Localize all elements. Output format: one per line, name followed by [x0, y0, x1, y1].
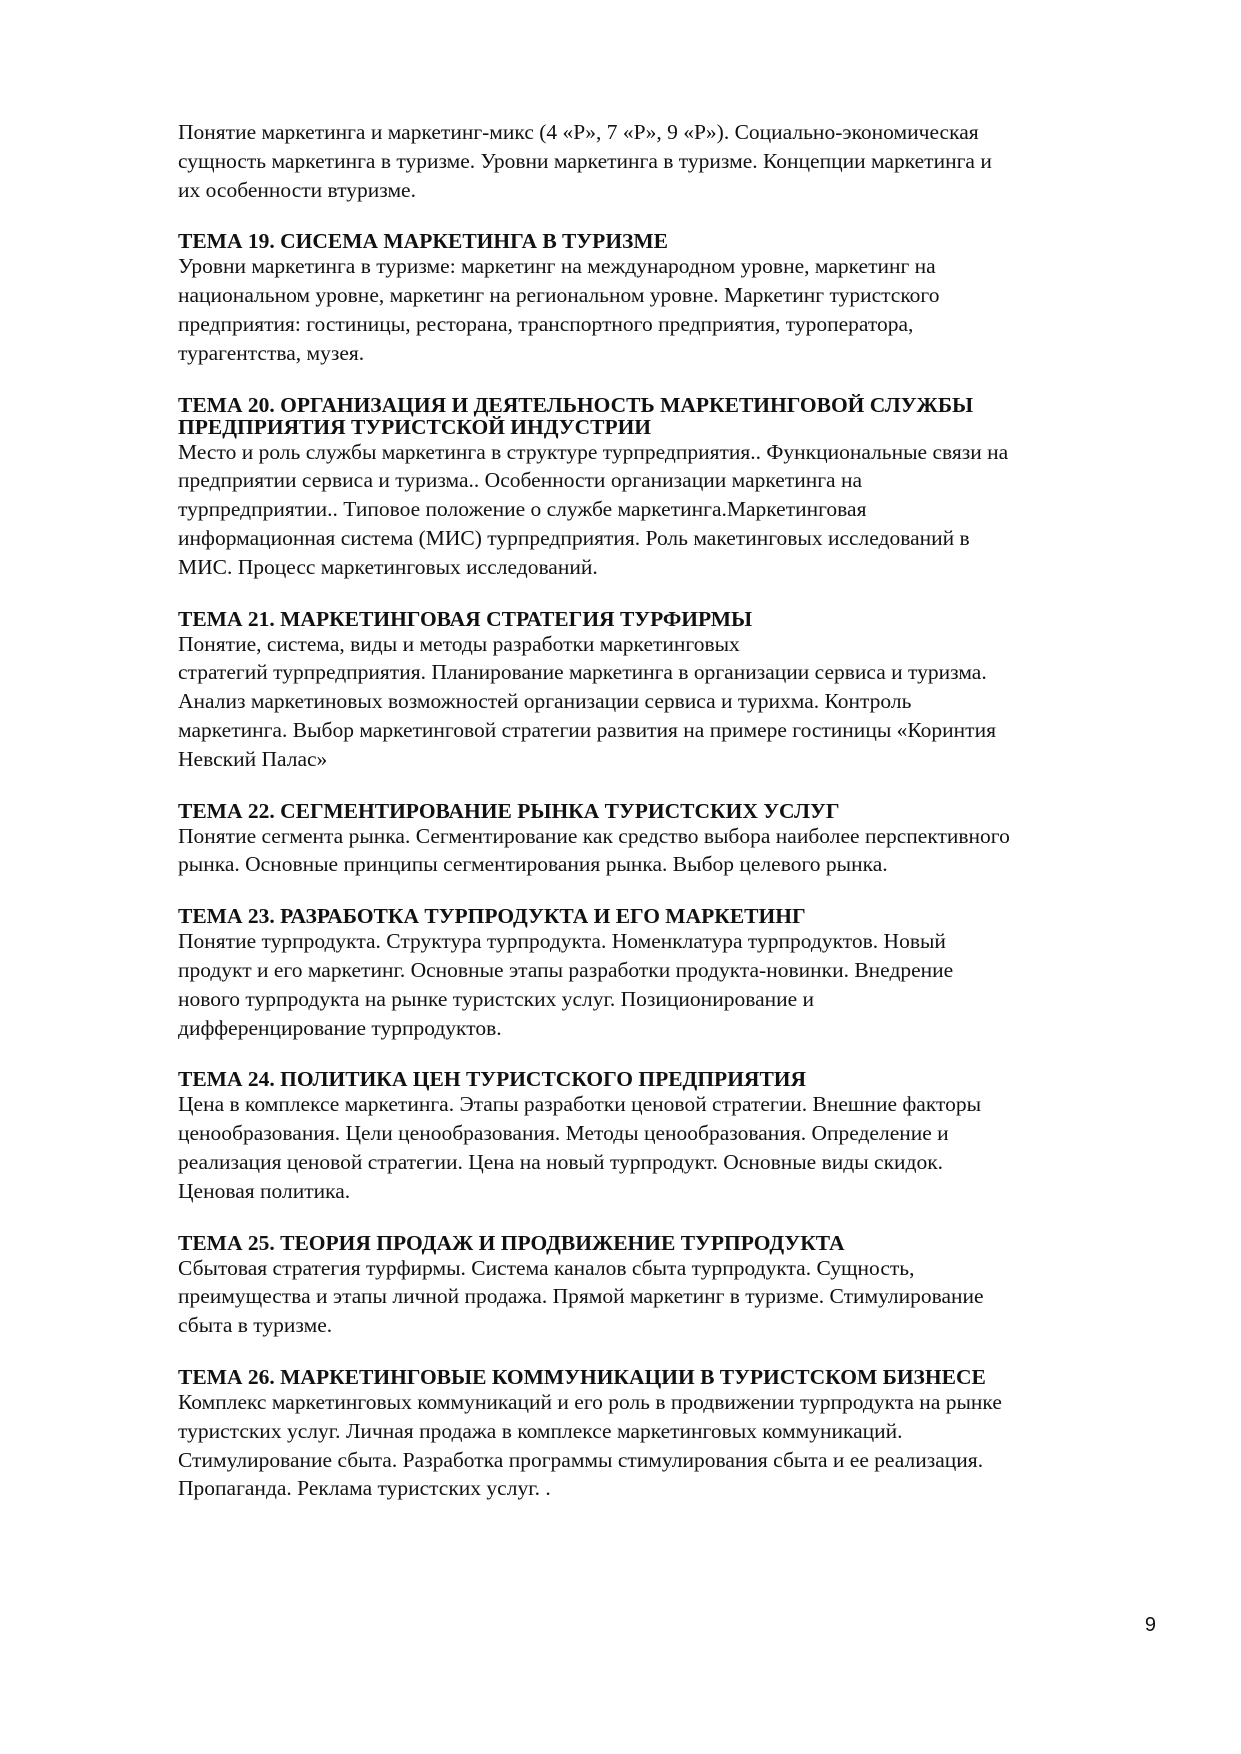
section-heading	[178, 905, 1178, 927]
section-heading	[178, 1232, 1178, 1254]
section-body	[178, 252, 1178, 367]
text-line: маркетинга. Выбор маркетинговой стратегии развития на примере гостиницы «Коринтия	[178, 717, 996, 742]
text-line: реализация ценовой стратегии. Цена на новый турпродукт. Основные виды скидок.	[178, 1149, 944, 1174]
text-line: Цена в комплексе маркетинга. Этапы разработки ценовой стратегии. Внешние факторы	[178, 1092, 982, 1117]
section-heading	[178, 1366, 1178, 1388]
section-topic-22	[178, 800, 1178, 880]
section-body	[178, 1388, 1178, 1503]
document-page	[178, 118, 1178, 1503]
section-body	[178, 822, 1178, 880]
text-line: Анализ маркетиновых возможностей организации сервиса и турихма. Контроль	[178, 689, 912, 714]
text-line: Уровни маркетинга в туризме: маркетинг на международном уровне, маркетинг на	[178, 254, 936, 279]
page-number: 9	[1144, 1614, 1156, 1636]
section-heading	[178, 1068, 1178, 1090]
text-line: Ценовая политика.	[178, 1178, 351, 1203]
text-line: стратегий турпредприятия. Планирование маркетинга в организации сервиса и туризма.	[178, 660, 987, 685]
heading-line: ТЕМА 20. ОРГАНИЗАЦИЯ И ДЕЯТЕЛЬНОСТЬ МАРКЕТИНГОВОЙ СЛУЖБЫ	[178, 392, 974, 417]
text-line: их особенности втуризме.	[178, 177, 416, 202]
text-line: сбыта в туризме.	[178, 1313, 333, 1338]
section-body	[178, 1254, 1178, 1340]
section-body	[178, 927, 1178, 1042]
text-line: Невский Палас»	[178, 746, 328, 771]
text-line: турагентства, музея.	[178, 340, 365, 365]
section-body	[178, 630, 1178, 774]
text-line: турпредприятии.. Типовое положение о службе маркетинга.Маркетинговая	[178, 497, 867, 522]
heading-line: ТЕМА 24. ПОЛИТИКА ЦЕН ТУРИСТСКОГО ПРЕДПРИЯТИЯ	[178, 1067, 807, 1092]
section-body	[178, 438, 1178, 582]
text-line: предприятия: гостиницы, ресторана, транспортного предприятия, туроператора,	[178, 311, 914, 336]
text-line: национальном уровне, маркетинг на региональном уровне. Маркетинг туристского	[178, 283, 940, 308]
text-line: ценообразования. Цели ценообразования. Методы ценообразования. Определение и	[178, 1121, 949, 1146]
section-topic-19	[178, 230, 1178, 367]
heading-line: ТЕМА 26. МАРКЕТИНГОВЫЕ КОММУНИКАЦИИ В ТУРИСТСКОМ БИЗНЕСЕ	[178, 1364, 986, 1389]
section-topic-25	[178, 1232, 1178, 1340]
text-line: Понятие, система, виды и методы разработки маркетинговых	[178, 631, 740, 656]
text-line: информационная система (МИС) турпредприятия. Роль макетинговых исследований в	[178, 525, 970, 550]
section-heading	[178, 230, 1178, 252]
text-line: Стимулирование сбыта. Разработка программы стимулирования сбыта и ее реализация.	[178, 1447, 984, 1472]
heading-line: ТЕМА 25. ТЕОРИЯ ПРОДАЖ И ПРОДВИЖЕНИЕ ТУРПРОДУКТА	[178, 1230, 845, 1255]
text-line: Сбытовая стратегия турфирмы. Система каналов сбыта турпродукта. Сущность,	[178, 1255, 915, 1280]
section-topic-23	[178, 905, 1178, 1042]
section-topic-26	[178, 1366, 1178, 1503]
text-line: дифференцирование турпродуктов.	[178, 1015, 502, 1040]
section-heading	[178, 394, 1178, 438]
text-line: Понятие сегмента рынка. Сегментирование как средство выбора наиболее перспективного	[178, 823, 1010, 848]
text-line: Понятие маркетинга и маркетинг-микс (4 «P», 7 «P», 9 «P»). Социально-экономическая	[178, 120, 979, 144]
heading-line: ТЕМА 23. РАЗРАБОТКА ТУРПРОДУКТА И ЕГО МАРКЕТИНГ	[178, 904, 806, 929]
text-line: Понятие турпродукта. Структура турпродукта. Номенклатура турпродуктов. Новый	[178, 929, 946, 954]
intro-paragraph	[178, 118, 1178, 204]
section-body	[178, 1090, 1178, 1205]
heading-line: ТЕМА 22. СЕГМЕНТИРОВАНИЕ РЫНКА ТУРИСТСКИХ УСЛУГ	[178, 798, 840, 823]
text-line: Пропаганда. Реклама туристских услуг. .	[178, 1476, 551, 1501]
text-line: сущность маркетинга в туризме. Уровни маркетинга в туризме. Концепции маркетинга и	[178, 148, 992, 173]
text-line: предприятии сервиса и туризма.. Особенности организации маркетинга на	[178, 468, 863, 493]
text-line: нового турпродукта на рынке туристских услуг. Позиционирование и	[178, 986, 815, 1011]
section-heading	[178, 800, 1178, 822]
text-line: туристских услуг. Личная продажа в комплексе маркетинговых коммуникаций.	[178, 1418, 903, 1443]
text-line: Комплекс маркетинговых коммуникаций и его роль в продвижении турпродукта на рынке	[178, 1389, 1002, 1414]
text-line: МИС. Процесс маркетинговых исследований.	[178, 554, 598, 579]
heading-line: ТЕМА 21. МАРКЕТИНГОВАЯ СТРАТЕГИЯ ТУРФИРМЫ	[178, 606, 753, 631]
heading-line: ТЕМА 19. СИСЕМА МАРКЕТИНГА В ТУРИЗМЕ	[178, 229, 669, 254]
section-heading	[178, 608, 1178, 630]
text-line: Место и роль службы маркетинга в структуре турпредприятия.. Функциональные связи на	[178, 439, 1009, 464]
section-topic-21	[178, 608, 1178, 774]
heading-line: ПРЕДПРИЯТИЯ ТУРИСТСКОЙ ИНДУСТРИИ	[178, 414, 652, 439]
text-line: рынка. Основные принципы сегментирования рынка. Выбор целевого рынка.	[178, 852, 888, 877]
section-topic-20	[178, 394, 1178, 582]
text-line: продукт и его маркетинг. Основные этапы разработки продукта-новинки. Внедрение	[178, 957, 954, 982]
section-topic-24	[178, 1068, 1178, 1205]
text-line: преимущества и этапы личной продажа. Прямой маркетинг в туризме. Стимулирование	[178, 1284, 984, 1309]
